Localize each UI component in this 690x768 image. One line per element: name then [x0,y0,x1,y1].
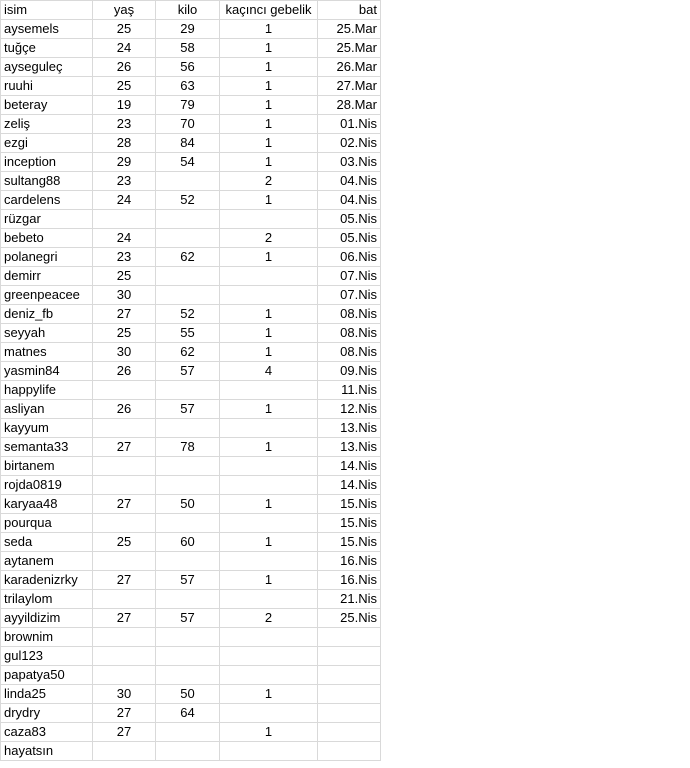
cell-bat[interactable] [318,685,381,704]
table-row [1,191,381,210]
cell-yas[interactable]: 24 [93,229,156,248]
cell-bat[interactable]: 01.Nis [318,115,381,134]
cell-bat[interactable]: 25.Mar [318,39,381,58]
cell-isim[interactable]: papatya50 [1,666,93,685]
cell-kilo[interactable] [156,419,220,438]
table-row [1,229,381,248]
cell-isim[interactable]: inception [1,153,93,172]
cell-bat[interactable]: 12.Nis [318,400,381,419]
cell-isim[interactable]: linda25 [1,685,93,704]
cell-gebelik[interactable] [220,286,318,305]
table-row [1,305,381,324]
cell-yas[interactable] [93,476,156,495]
cell-bat[interactable]: 26.Mar [318,58,381,77]
cell-yas[interactable]: 26 [93,362,156,381]
cell-bat[interactable]: 21.Nis [318,590,381,609]
cell-yas[interactable]: 24 [93,191,156,210]
cell-kilo[interactable] [156,457,220,476]
table-row [1,590,381,609]
cell-yas[interactable] [93,628,156,647]
cell-kilo[interactable]: 64 [156,704,220,723]
cell-yas[interactable] [93,381,156,400]
header-gebelik[interactable]: kaçıncı gebelik [220,1,318,20]
cell-isim[interactable]: aysemels [1,20,93,39]
cell-isim[interactable]: ezgi [1,134,93,153]
cell-bat[interactable]: 05.Nis [318,210,381,229]
cell-isim[interactable]: beteray [1,96,93,115]
cell-isim[interactable]: yasmin84 [1,362,93,381]
cell-kilo[interactable]: 84 [156,134,220,153]
cell-isim[interactable]: asliyan [1,400,93,419]
cell-yas[interactable]: 27 [93,305,156,324]
cell-bat[interactable] [318,723,381,742]
cell-yas[interactable] [93,552,156,571]
cell-kilo[interactable]: 50 [156,495,220,514]
cell-bat[interactable]: 11.Nis [318,381,381,400]
cell-bat[interactable]: 03.Nis [318,153,381,172]
cell-isim[interactable]: bebeto [1,229,93,248]
cell-kilo[interactable]: 57 [156,362,220,381]
cell-bat[interactable]: 15.Nis [318,533,381,552]
cell-bat[interactable]: 08.Nis [318,324,381,343]
cell-bat[interactable]: 16.Nis [318,552,381,571]
cell-kilo[interactable] [156,647,220,666]
cell-yas[interactable]: 25 [93,324,156,343]
cell-yas[interactable]: 27 [93,609,156,628]
table-row [1,362,381,381]
cell-bat[interactable]: 25.Nis [318,609,381,628]
cell-bat[interactable]: 02.Nis [318,134,381,153]
cell-gebelik[interactable] [220,267,318,286]
table-row [1,153,381,172]
cell-yas[interactable] [93,419,156,438]
cell-bat[interactable]: 09.Nis [318,362,381,381]
cell-gebelik[interactable]: 1 [220,77,318,96]
cell-isim[interactable]: brownim [1,628,93,647]
cell-gebelik[interactable]: 1 [220,400,318,419]
cell-kilo[interactable]: 57 [156,609,220,628]
table-row [1,666,381,685]
cell-gebelik[interactable] [220,419,318,438]
cell-kilo[interactable]: 78 [156,438,220,457]
cell-yas[interactable]: 30 [93,685,156,704]
cell-yas[interactable] [93,647,156,666]
cell-kilo[interactable] [156,381,220,400]
cell-isim[interactable]: demirr [1,267,93,286]
cell-yas[interactable]: 23 [93,172,156,191]
table-row [1,400,381,419]
table-row [1,476,381,495]
cell-yas[interactable]: 27 [93,571,156,590]
cell-yas[interactable]: 26 [93,58,156,77]
cell-gebelik[interactable] [220,647,318,666]
cell-isim[interactable]: ruuhi [1,77,93,96]
header-isim[interactable]: isim [1,1,93,20]
cell-yas[interactable]: 24 [93,39,156,58]
table-row [1,343,381,362]
table-row [1,533,381,552]
cell-kilo[interactable] [156,628,220,647]
cell-gebelik[interactable]: 1 [220,39,318,58]
cell-kilo[interactable]: 58 [156,39,220,58]
cell-gebelik[interactable]: 1 [220,153,318,172]
cell-yas[interactable]: 25 [93,267,156,286]
cell-kilo[interactable] [156,590,220,609]
cell-yas[interactable]: 29 [93,153,156,172]
table-row [1,495,381,514]
cell-isim[interactable]: caza83 [1,723,93,742]
cell-kilo[interactable]: 50 [156,685,220,704]
cell-gebelik[interactable]: 1 [220,20,318,39]
cell-kilo[interactable] [156,286,220,305]
cell-kilo[interactable]: 79 [156,96,220,115]
cell-bat[interactable] [318,647,381,666]
cell-gebelik[interactable] [220,552,318,571]
cell-yas[interactable] [93,742,156,761]
cell-gebelik[interactable]: 1 [220,533,318,552]
cell-bat[interactable] [318,704,381,723]
cell-gebelik[interactable] [220,476,318,495]
table-row [1,381,381,400]
cell-gebelik[interactable]: 1 [220,248,318,267]
cell-bat[interactable]: 13.Nis [318,438,381,457]
cell-kilo[interactable] [156,742,220,761]
cell-kilo[interactable]: 57 [156,400,220,419]
table-row [1,457,381,476]
cell-isim[interactable]: aytanem [1,552,93,571]
cell-isim[interactable]: polanegri [1,248,93,267]
cell-gebelik[interactable]: 1 [220,96,318,115]
table-row [1,210,381,229]
cell-bat[interactable]: 16.Nis [318,571,381,590]
cell-yas[interactable]: 25 [93,77,156,96]
cell-isim[interactable]: karadenizrky [1,571,93,590]
table-row [1,685,381,704]
cell-isim[interactable]: rojda0819 [1,476,93,495]
table-row [1,571,381,590]
cell-yas[interactable] [93,210,156,229]
cell-gebelik[interactable]: 1 [220,343,318,362]
cell-yas[interactable]: 30 [93,286,156,305]
cell-yas[interactable]: 27 [93,438,156,457]
cell-isim[interactable]: ayseguleç [1,58,93,77]
cell-bat[interactable]: 08.Nis [318,343,381,362]
cell-yas[interactable]: 23 [93,115,156,134]
cell-isim[interactable]: hayatsın [1,742,93,761]
cell-kilo[interactable]: 60 [156,533,220,552]
cell-kilo[interactable]: 70 [156,115,220,134]
cell-bat[interactable] [318,742,381,761]
cell-gebelik[interactable] [220,742,318,761]
cell-kilo[interactable]: 52 [156,191,220,210]
cell-isim[interactable]: matnes [1,343,93,362]
table-row [1,419,381,438]
cell-isim[interactable]: tuğçe [1,39,93,58]
cell-kilo[interactable] [156,172,220,191]
cell-gebelik[interactable]: 1 [220,438,318,457]
cell-bat[interactable] [318,666,381,685]
cell-kilo[interactable] [156,210,220,229]
cell-yas[interactable]: 28 [93,134,156,153]
cell-bat[interactable]: 05.Nis [318,229,381,248]
cell-bat[interactable]: 28.Mar [318,96,381,115]
cell-isim[interactable]: seyyah [1,324,93,343]
cell-gebelik[interactable]: 1 [220,723,318,742]
cell-kilo[interactable] [156,514,220,533]
cell-yas[interactable]: 19 [93,96,156,115]
cell-kilo[interactable] [156,229,220,248]
cell-bat[interactable]: 14.Nis [318,457,381,476]
cell-kilo[interactable]: 57 [156,571,220,590]
table-row [1,286,381,305]
cell-bat[interactable]: 15.Nis [318,495,381,514]
cell-kilo[interactable]: 56 [156,58,220,77]
cell-gebelik[interactable]: 2 [220,229,318,248]
cell-yas[interactable]: 25 [93,20,156,39]
cell-isim[interactable]: cardelens [1,191,93,210]
cell-isim[interactable]: ayyildizim [1,609,93,628]
cell-yas[interactable]: 27 [93,723,156,742]
cell-kilo[interactable]: 62 [156,248,220,267]
cell-gebelik[interactable]: 1 [220,305,318,324]
cell-gebelik[interactable]: 1 [220,134,318,153]
table-row [1,115,381,134]
cell-isim[interactable]: seda [1,533,93,552]
cell-gebelik[interactable] [220,514,318,533]
cell-isim[interactable]: karyaa48 [1,495,93,514]
table-row [1,134,381,153]
cell-isim[interactable]: deniz_fb [1,305,93,324]
table-row [1,77,381,96]
table-row [1,723,381,742]
table-row [1,438,381,457]
cell-kilo[interactable]: 62 [156,343,220,362]
cell-yas[interactable]: 25 [93,533,156,552]
cell-gebelik[interactable] [220,381,318,400]
cell-bat[interactable]: 07.Nis [318,286,381,305]
cell-isim[interactable]: trilaylom [1,590,93,609]
cell-bat[interactable]: 15.Nis [318,514,381,533]
cell-bat[interactable]: 08.Nis [318,305,381,324]
cell-kilo[interactable]: 54 [156,153,220,172]
cell-gebelik[interactable]: 1 [220,191,318,210]
cell-bat[interactable]: 27.Mar [318,77,381,96]
cell-kilo[interactable] [156,267,220,286]
cell-gebelik[interactable] [220,590,318,609]
cell-isim[interactable]: birtanem [1,457,93,476]
table-row [1,267,381,286]
cell-gebelik[interactable] [220,457,318,476]
cell-gebelik[interactable]: 4 [220,362,318,381]
cell-yas[interactable]: 27 [93,495,156,514]
table-row [1,742,381,761]
header-kilo[interactable]: kilo [156,1,220,20]
cell-gebelik[interactable]: 1 [220,685,318,704]
cell-isim[interactable]: drydry [1,704,93,723]
cell-isim[interactable]: happylife [1,381,93,400]
table-row [1,514,381,533]
cell-gebelik[interactable]: 2 [220,172,318,191]
cell-gebelik[interactable]: 2 [220,609,318,628]
cell-isim[interactable]: greenpeacee [1,286,93,305]
cell-yas[interactable] [93,457,156,476]
cell-yas[interactable]: 23 [93,248,156,267]
cell-gebelik[interactable]: 1 [220,324,318,343]
table-row [1,609,381,628]
cell-yas[interactable]: 27 [93,704,156,723]
cell-isim[interactable]: sultang88 [1,172,93,191]
cell-yas[interactable] [93,590,156,609]
table-row [1,628,381,647]
table-row [1,39,381,58]
cell-bat[interactable] [318,628,381,647]
cell-bat[interactable]: 07.Nis [318,267,381,286]
cell-yas[interactable] [93,514,156,533]
cell-bat[interactable]: 14.Nis [318,476,381,495]
cell-gebelik[interactable] [220,210,318,229]
cell-kilo[interactable] [156,552,220,571]
cell-gebelik[interactable]: 1 [220,571,318,590]
cell-gebelik[interactable] [220,704,318,723]
cell-bat[interactable]: 25.Mar [318,20,381,39]
table-row [1,96,381,115]
cell-isim[interactable]: semanta33 [1,438,93,457]
cell-kilo[interactable]: 63 [156,77,220,96]
cell-gebelik[interactable]: 1 [220,495,318,514]
cell-gebelik[interactable]: 1 [220,115,318,134]
table-row [1,20,381,39]
cell-yas[interactable]: 26 [93,400,156,419]
table-row [1,552,381,571]
cell-bat[interactable]: 13.Nis [318,419,381,438]
table-row [1,58,381,77]
cell-yas[interactable]: 30 [93,343,156,362]
cell-isim[interactable]: zeliş [1,115,93,134]
table-row [1,248,381,267]
table-row [1,704,381,723]
cell-bat[interactable]: 04.Nis [318,191,381,210]
cell-bat[interactable]: 04.Nis [318,172,381,191]
cell-kilo[interactable] [156,476,220,495]
table-row [1,324,381,343]
cell-yas[interactable] [93,666,156,685]
table-row [1,172,381,191]
spreadsheet-body [1,1,381,761]
table-row [1,647,381,666]
header-row [1,1,381,20]
cell-kilo[interactable] [156,723,220,742]
cell-gebelik[interactable] [220,628,318,647]
cell-isim[interactable]: pourqua [1,514,93,533]
cell-gebelik[interactable] [220,666,318,685]
header-bat[interactable]: bat [318,1,381,20]
cell-kilo[interactable] [156,666,220,685]
header-yas[interactable]: yaş [93,1,156,20]
cell-kilo[interactable]: 52 [156,305,220,324]
cell-kilo[interactable]: 55 [156,324,220,343]
cell-isim[interactable]: rüzgar [1,210,93,229]
cell-bat[interactable]: 06.Nis [318,248,381,267]
cell-kilo[interactable]: 29 [156,20,220,39]
cell-isim[interactable]: gul123 [1,647,93,666]
cell-isim[interactable]: kayyum [1,419,93,438]
cell-gebelik[interactable]: 1 [220,58,318,77]
